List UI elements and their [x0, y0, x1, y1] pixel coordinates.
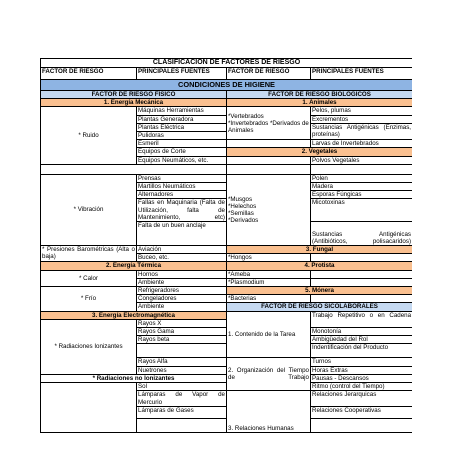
col-header-sources-2: PRINCIPALES FUENTES	[311, 68, 413, 80]
barometric-source: Buceo, etc.	[137, 254, 227, 262]
biological-risk-header: FACTOR DE RIESGO BIOLOGICOS	[227, 91, 413, 99]
vibration-source: Prensas	[137, 174, 227, 182]
work-content-item: Ambigüedad del Rol	[311, 336, 413, 344]
noise-source: Plantas Eléctrica	[137, 123, 227, 131]
vibration-source: Falta de un buen anclaje	[137, 222, 227, 246]
monera-header: 5. Mónera	[227, 287, 413, 295]
noise-source: Plantas Generadora	[137, 115, 227, 123]
protist-blank	[311, 278, 413, 286]
vibration-source: Fallas en Maquinaria (Falta de Utilización, falta de Mantenimiento, etc)	[138, 199, 225, 221]
animal-source: Sustancias Antigénicas (Enzimas, proteínas)	[312, 123, 412, 139]
human-relations-item: Relaciones Jerarquicas	[311, 391, 413, 407]
psychosocial-header: FACTOR DE RIESGO SICOLABORALES	[227, 303, 413, 311]
col-header-sources-1: PRINCIPALES FUENTES	[137, 68, 227, 80]
veg-source: Sustancias Antigénicas (Antibióticos, polisacaridos)	[311, 222, 413, 246]
risk-table	[40, 58, 412, 433]
work-org-item: Turnos	[311, 358, 413, 366]
animal-factors: *Vertebrados *Invertebrados *Derivados de Animales	[227, 107, 311, 140]
physical-risk-header: FACTOR DE RIESGO FISICO	[41, 91, 227, 99]
work-content-item: Monotonía	[311, 328, 413, 336]
non-ionizing-source: Lámparas de Vapor de Mercurio	[138, 391, 225, 406]
energy-em-header: 3. Energía Electromagnética	[41, 311, 227, 319]
veg-source: Madera	[311, 183, 413, 191]
vegetables-blank	[227, 156, 311, 164]
animals-header: 1. Animales	[227, 99, 413, 107]
vibration-source: Alternadores	[137, 191, 227, 199]
non-ionizing-source: Lámparas de Gases	[137, 407, 227, 419]
noise-source: Esmeril	[137, 140, 227, 148]
heat-source: Hornos	[137, 270, 227, 278]
vibration-source: Martillos Neumáticos	[137, 183, 227, 191]
radiation-source: Nuetrones	[137, 366, 227, 374]
veg-source: Micotoxinas	[311, 199, 413, 222]
human-relations-item: Relaciones Cooperativas	[311, 407, 413, 419]
work-org-factor: 2. Organización del Tiempo de Trabajo	[227, 358, 311, 391]
animal-source: Excrementos	[311, 115, 413, 123]
protist-item: *Plasmodium	[227, 278, 311, 286]
blank-cell	[227, 164, 311, 174]
noise-source: Pulidoras	[137, 132, 227, 140]
risk-classification-sheet	[40, 58, 412, 452]
radiation-source: Rayos X	[137, 319, 227, 327]
cold-factor: * Frío	[41, 287, 137, 312]
col-header-factor-2: FACTOR DE RIESGO	[227, 68, 311, 80]
protist-item: *Ameba	[227, 270, 311, 278]
non-ionizing-blank	[41, 383, 137, 433]
animal-factors-spacer	[227, 140, 311, 148]
vegetables-header: 2. Vegetales	[227, 148, 413, 156]
barometric-factor: * Presiones Barométricas (Alta o baja)	[42, 246, 135, 261]
energy-mechanical-header: 1. Energía Mecánica	[41, 99, 227, 107]
cold-source: Ambiente	[137, 303, 227, 311]
non-ionizing-source: Sol	[137, 383, 227, 391]
heat-source: Ambiente	[137, 278, 227, 286]
fungi-blank	[311, 254, 413, 262]
work-content-item: Trabajo Repetitivo o en Cadena	[311, 311, 413, 327]
veg-source: Polvos Vegetales	[311, 156, 413, 164]
noise-source: Equipos Neumáticos, etc.	[137, 156, 227, 164]
bacteria-item: *Bacterias	[227, 295, 311, 303]
monera-blank	[311, 295, 413, 303]
cold-source: Refrigeradores	[137, 287, 227, 295]
veg-source: Esporas Fúngicas	[311, 191, 413, 199]
protist-blank	[311, 270, 413, 278]
radiation-source: Rayos Gama	[137, 328, 227, 336]
heat-factor: * Calor	[41, 270, 137, 286]
radiation-source: Rayos Alfa	[137, 358, 227, 366]
noise-source: Equipos de Corte	[137, 148, 227, 156]
animal-source: Larvas de Invertebrados	[311, 140, 413, 148]
section-hygiene: CONDICIONES DE HIGIENE	[41, 80, 413, 91]
blank-cell	[311, 164, 413, 174]
non-ionizing-header: * Radiaciones no Ionizantes	[41, 374, 227, 382]
sheet-title: CLASIFICACION DE FACTORES DE RIESGO	[41, 59, 413, 68]
work-org-item: Horas Extras	[311, 366, 413, 374]
non-ionizing-blank	[137, 419, 227, 433]
cold-source: Congeladores	[137, 295, 227, 303]
blank-row	[41, 164, 227, 174]
col-header-factor-1: FACTOR DE RIESGO	[41, 68, 137, 80]
vegetable-factors: *Musgos *Helechos *Semillas *Derivados	[227, 174, 311, 245]
work-org-item: Ritmo (control del Tiempo)	[311, 383, 413, 391]
radiation-blank	[137, 344, 227, 358]
work-content-item: Indentificación del Producto	[311, 344, 413, 358]
work-org-item: Pausas - Descansos	[311, 374, 413, 382]
barometric-source: Aviación	[137, 246, 227, 254]
noise-factor: * Ruido	[41, 107, 137, 164]
human-relations-blank	[311, 419, 413, 433]
human-relations-factor: 3. Relaciones Humanas	[227, 391, 311, 433]
radiation-source: Rayos beta	[137, 336, 227, 344]
vibration-factor: * Vibración	[41, 174, 137, 245]
energy-thermal-header: 2. Energía Térmica	[41, 262, 227, 270]
fungal-header: 3. Fungal	[227, 246, 413, 254]
noise-source: Máquinas Herramientas	[137, 107, 227, 115]
veg-source: Polen	[311, 174, 413, 182]
fungi-item: *Hongos	[227, 254, 311, 262]
radiation-factor: * Radiaciones Ionizantes	[41, 319, 137, 374]
animal-source: Pelos, plumas	[311, 107, 413, 115]
work-content-factor: 1. Contenido de la Tarea	[227, 311, 311, 358]
protist-header: 4. Protista	[227, 262, 413, 270]
